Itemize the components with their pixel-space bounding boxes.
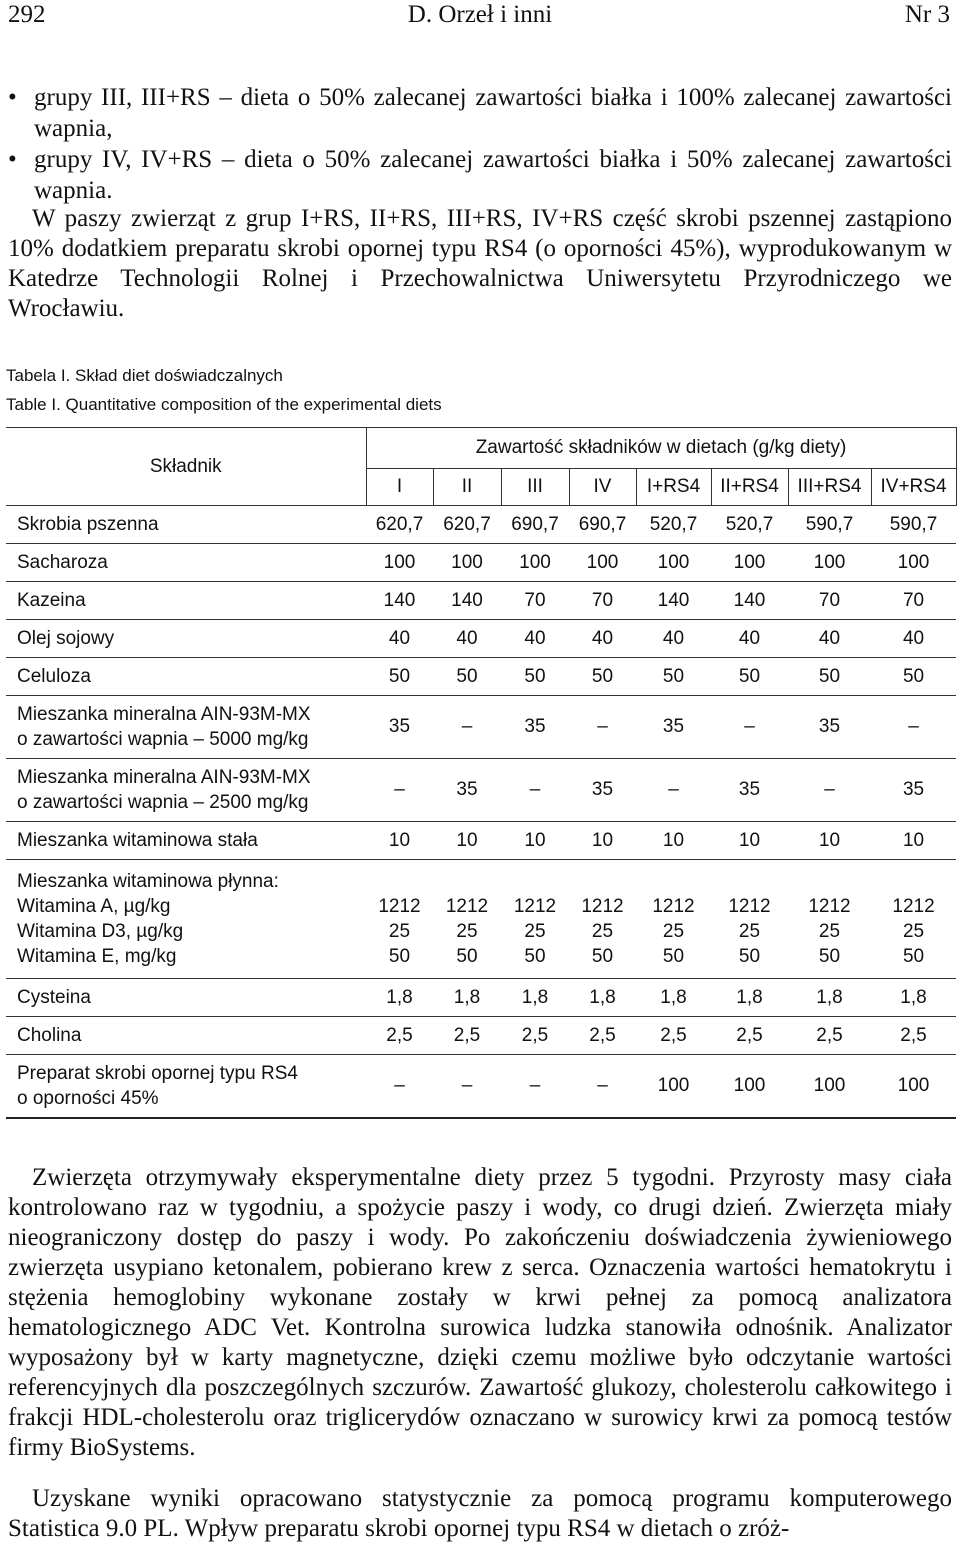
ingredient-name: [6, 759, 366, 822]
ingredient-line: Witamina A, µg/kg: [17, 896, 171, 917]
ingredient-name: [6, 506, 366, 544]
table-cell: [788, 860, 871, 979]
cell-value: 25: [388, 921, 411, 942]
table-cell: [433, 620, 501, 658]
cell-value: 100: [586, 551, 619, 573]
ingredient-line: Cholina: [17, 1024, 82, 1046]
ingredient-line: Witamina E, mg/kg: [17, 946, 177, 967]
cell-value: 70: [524, 589, 546, 611]
table-cell: [871, 620, 956, 658]
ingredient-name: [6, 544, 366, 582]
ingredient-line: Skrobia pszenna: [17, 513, 159, 535]
table-cell: [711, 506, 788, 544]
cell-value: 50: [591, 946, 614, 967]
table-cell: [569, 860, 636, 979]
cell-value: 50: [662, 946, 685, 967]
column-header-ingredient: Składnik: [6, 428, 366, 506]
cell-value: 690,7: [578, 513, 627, 535]
cell-value: 2,5: [816, 1024, 843, 1046]
table-cell: [366, 696, 433, 759]
cell-value: 100: [657, 551, 690, 573]
ingredient-name: [6, 979, 366, 1017]
diet-composition-table: [6, 427, 957, 1119]
table-row: [6, 1055, 956, 1119]
cell-value: 100: [813, 1075, 846, 1096]
table-cell: [501, 620, 569, 658]
table-cell: [788, 979, 871, 1017]
cell-value: 40: [902, 627, 925, 649]
cell-value: 1212: [378, 896, 421, 917]
table-row: [6, 658, 956, 696]
ingredient-line: Witamina D3, µg/kg: [17, 921, 184, 942]
table-cell: [711, 696, 788, 759]
cell-value: 100: [813, 551, 846, 573]
cell-value: 1212: [808, 896, 851, 917]
cell-value: 40: [388, 627, 411, 649]
cell-value: 10: [818, 829, 841, 851]
cell-value: [636, 869, 711, 894]
table-cell: [788, 1055, 871, 1119]
cell-value: 2,5: [736, 1024, 763, 1046]
cell-value: 50: [388, 946, 411, 967]
cell-value: 40: [818, 627, 841, 649]
cell-value: 2,5: [453, 1024, 481, 1046]
column-header: III: [501, 469, 569, 506]
cell-value: 1212: [652, 896, 695, 917]
table-cell: [433, 582, 501, 620]
table-cell: [501, 759, 569, 822]
cell-value: 100: [383, 551, 416, 573]
cell-value: 690,7: [511, 513, 559, 535]
ingredient-line: o oporności 45%: [17, 1088, 159, 1109]
cell-value: 50: [738, 665, 761, 687]
cell-value: –: [597, 716, 608, 737]
table-cell: [711, 979, 788, 1017]
cell-value: 35: [524, 716, 546, 737]
column-header: I+RS4: [636, 469, 711, 506]
table-cell: [569, 506, 636, 544]
cell-value: 1,8: [736, 986, 763, 1008]
table-cell: [569, 822, 636, 860]
ingredient-name: [6, 1055, 366, 1119]
table-cell: [366, 582, 433, 620]
ingredient-line: Mieszanka mineralna AIN-93M-MX: [17, 704, 311, 725]
table-cell: [569, 1055, 636, 1119]
cell-value: 35: [662, 716, 685, 737]
cell-value: 50: [902, 665, 925, 687]
table-cell: [569, 658, 636, 696]
table-cell: [433, 979, 501, 1017]
table-cell: [871, 582, 956, 620]
cell-value: 100: [733, 1075, 766, 1096]
table-cell: [636, 1055, 711, 1119]
cell-value: 35: [388, 716, 411, 737]
cell-value: 100: [733, 551, 766, 573]
cell-value: 2,5: [900, 1024, 927, 1046]
cell-value: 1,8: [660, 986, 687, 1008]
cell-value: 50: [591, 665, 614, 687]
cell-value: 1,8: [521, 986, 549, 1008]
table-cell: [871, 544, 956, 582]
cell-value: 25: [902, 921, 925, 942]
table-cell: [871, 979, 956, 1017]
table-cell: [501, 860, 569, 979]
cell-value: 140: [451, 589, 483, 611]
table-cell: [636, 759, 711, 822]
ingredient-line: Olej sojowy: [17, 627, 115, 649]
list-item: • grupy IV, IV+RS – dieta o 50% zalecanej zawartości białka i 50% zalecanej zawartości wapnia.: [8, 144, 952, 206]
table-cell: [871, 1017, 956, 1055]
table-cell: [569, 759, 636, 822]
column-header: IV: [569, 469, 636, 506]
cell-value: 50: [738, 946, 761, 967]
cell-value: 1,8: [453, 986, 481, 1008]
table-cell: [501, 1017, 569, 1055]
cell-value: 70: [902, 589, 925, 611]
cell-value: 40: [738, 627, 761, 649]
cell-value: 35: [902, 779, 925, 800]
table-cell: [636, 1017, 711, 1055]
running-title: D. Orzeł i inni: [407, 1, 553, 28]
paragraph: Uzyskane wyniki opracowano statystycznie za pomocą programu komputerowego Statistica 9.0 PL. Wpływ preparatu skrobi opornej typu RS4 w dietach o zróż-: [8, 1485, 952, 1542]
cell-value: 50: [902, 946, 925, 967]
table-cell: [366, 620, 433, 658]
cell-value: 1212: [892, 896, 935, 917]
table-cell: [569, 696, 636, 759]
cell-value: 100: [897, 1075, 930, 1096]
table-cell: [366, 822, 433, 860]
table-cell: [569, 1017, 636, 1055]
cell-value: 50: [818, 946, 841, 967]
cell-value: 2,5: [386, 1024, 413, 1046]
table-cell: [501, 979, 569, 1017]
cell-value: 1,8: [589, 986, 616, 1008]
table-cell: [871, 696, 956, 759]
ingredient-name: [6, 860, 366, 979]
running-header: [0, 0, 960, 34]
cell-value: [366, 869, 433, 894]
cell-value: 520,7: [649, 513, 698, 535]
cell-value: 70: [591, 589, 614, 611]
table-cell: [366, 544, 433, 582]
column-header: I: [366, 469, 433, 506]
ingredient-line: Mieszanka witaminowa stała: [17, 829, 258, 851]
table-cell: [788, 822, 871, 860]
table-cell: [433, 658, 501, 696]
cell-value: 50: [524, 665, 546, 687]
table-caption-pl: Tabela I. Skład diet doświadczalnych: [6, 366, 283, 385]
table-row: [6, 544, 956, 582]
table-cell: [636, 582, 711, 620]
cell-value: 1212: [513, 896, 557, 917]
table-cell: [366, 759, 433, 822]
cell-value: 40: [662, 627, 685, 649]
table-cell: [871, 1055, 956, 1119]
ingredient-line: Sacharoza: [17, 551, 108, 573]
cell-value: 25: [524, 921, 546, 942]
table-cell: [788, 544, 871, 582]
ingredient-name: [6, 658, 366, 696]
column-header: II: [433, 469, 501, 506]
cell-value: [711, 869, 788, 894]
cell-value: –: [908, 716, 919, 737]
cell-value: [433, 869, 501, 894]
cell-value: 590,7: [805, 513, 854, 535]
cell-value: 25: [591, 921, 614, 942]
page-number: 292: [8, 1, 46, 28]
cell-value: 10: [738, 829, 761, 851]
cell-value: 35: [591, 779, 614, 800]
column-header: III+RS4: [788, 469, 871, 506]
cell-value: –: [394, 779, 405, 800]
table-cell: [711, 544, 788, 582]
cell-value: 590,7: [889, 513, 938, 535]
table-cell: [711, 1055, 788, 1119]
table-cell: [871, 860, 956, 979]
cell-value: 520,7: [725, 513, 774, 535]
ingredient-line: Celuloza: [17, 665, 91, 687]
cell-value: –: [668, 779, 679, 800]
cell-value: [569, 869, 636, 894]
cell-value: –: [744, 716, 755, 737]
table-cell: [501, 696, 569, 759]
table-cell: [366, 1055, 433, 1119]
issue-number: Nr 3: [904, 1, 950, 28]
cell-value: 70: [818, 589, 841, 611]
cell-value: 50: [662, 665, 685, 687]
table-cell: [433, 1055, 501, 1119]
cell-value: 2,5: [589, 1024, 616, 1046]
table-cell: [569, 620, 636, 658]
cell-value: 100: [897, 551, 930, 573]
cell-value: 10: [591, 829, 614, 851]
cell-value: 1212: [581, 896, 624, 917]
table-cell: [366, 506, 433, 544]
table-cell: [433, 822, 501, 860]
table-cell: [501, 544, 569, 582]
table-row: [6, 822, 956, 860]
table-cell: [366, 658, 433, 696]
table-caption-en: Table I. Quantitative composition of the experimental diets: [6, 395, 442, 414]
cell-value: 50: [456, 665, 478, 687]
cell-value: 2,5: [521, 1024, 549, 1046]
table-cell: [433, 506, 501, 544]
table-cell: [366, 979, 433, 1017]
table-cell: [636, 696, 711, 759]
table-cell: [501, 1055, 569, 1119]
ingredient-line: Preparat skrobi opornej typu RS4: [17, 1063, 298, 1084]
cell-value: 35: [456, 779, 478, 800]
table-row: [6, 506, 956, 544]
ingredient-name: [6, 822, 366, 860]
table-cell: [501, 658, 569, 696]
table-cell: [711, 582, 788, 620]
paragraph: Zwierzęta otrzymywały eksperymentalne diety przez 5 tygodni. Przyrosty masy ciała kontrolowano raz w tygodniu, a spożycie paszy i wody, co drugi dzień. Zwierzęta miały nieograniczony dostęp do paszy i wody. Po zakończeniu doświadczenia żywieniowego zwierzęta usypiano ketonalem, pobierano krew z serca. Oznaczenia wartości hematokrytu i stężenia hemoglobiny wykonane zostały w krwi pełnej za pomocą analizatora hematologicznego ADC Vet. Kontrolna surowica ludzka stanowiła odnośnik. Analizator wyposażony był w karty magnetyczne, dzięki czemu możliwe było odczytanie wartości referencyjnych dla poszczególnych szczurów. Zawartość glukozy, cholesterolu całkowitego i frakcji HDL-cholesterolu oraz triglicerydów oznaczano w surowicy krwi za pomocą testów firmy BioSystems.: [8, 1164, 952, 1461]
cell-value: 100: [451, 551, 483, 573]
table-cell: [711, 860, 788, 979]
ingredient-name: [6, 620, 366, 658]
cell-value: –: [461, 1075, 473, 1096]
table-cell: [569, 582, 636, 620]
table-cell: [366, 860, 433, 979]
table-cell: [636, 620, 711, 658]
cell-value: [788, 869, 871, 894]
list-item: • grupy III, III+RS – dieta o 50% zalecanej zawartości białka i 100% zalecanej zawartości wapnia,: [8, 82, 952, 144]
table-cell: [636, 506, 711, 544]
cell-value: 100: [519, 551, 551, 573]
table-cell: [501, 822, 569, 860]
cell-value: 100: [657, 1075, 690, 1096]
table-cell: [433, 1017, 501, 1055]
ingredient-line: o zawartości wapnia – 5000 mg/kg: [17, 729, 309, 750]
cell-value: 1,8: [386, 986, 413, 1008]
table-row: [6, 582, 956, 620]
table-cell: [501, 582, 569, 620]
cell-value: –: [597, 1075, 608, 1096]
table-cell: [711, 759, 788, 822]
table-cell: [788, 759, 871, 822]
ingredient-line: Mieszanka mineralna AIN-93M-MX: [17, 767, 311, 788]
column-header: IV+RS4: [871, 469, 956, 506]
table-cell: [788, 1017, 871, 1055]
table-cell: [636, 860, 711, 979]
cell-value: 620,7: [443, 513, 491, 535]
cell-value: 50: [818, 665, 841, 687]
table-row: [6, 1017, 956, 1055]
table-cell: [433, 696, 501, 759]
cell-value: 40: [456, 627, 478, 649]
ingredient-line: o zawartości wapnia – 2500 mg/kg: [17, 792, 309, 813]
table-row: [6, 759, 956, 822]
cell-value: –: [529, 1075, 541, 1096]
cell-value: 140: [383, 589, 416, 611]
cell-value: 50: [456, 946, 478, 967]
table-cell: [501, 506, 569, 544]
cell-value: 1,8: [816, 986, 843, 1008]
table-cell: [636, 979, 711, 1017]
cell-value: 10: [388, 829, 411, 851]
table-row: [6, 860, 956, 979]
table-row: [6, 696, 956, 759]
cell-value: 10: [456, 829, 478, 851]
column-header: II+RS4: [711, 469, 788, 506]
table-cell: [636, 544, 711, 582]
ingredient-name: [6, 696, 366, 759]
cell-value: 35: [738, 779, 761, 800]
cell-value: 140: [733, 589, 766, 611]
table-cell: [569, 544, 636, 582]
table-cell: [788, 620, 871, 658]
cell-value: [501, 869, 569, 894]
table-cell: [433, 759, 501, 822]
table-cell: [871, 822, 956, 860]
cell-value: 140: [657, 589, 690, 611]
table-cell: [711, 620, 788, 658]
table-cell: [788, 506, 871, 544]
cell-value: 25: [818, 921, 841, 942]
table-cell: [636, 822, 711, 860]
cell-value: –: [394, 1075, 405, 1096]
table-cell: [569, 979, 636, 1017]
table-cell: [871, 759, 956, 822]
cell-value: 40: [524, 627, 546, 649]
cell-value: –: [461, 716, 473, 737]
table-cell: [433, 860, 501, 979]
cell-value: 1212: [728, 896, 771, 917]
cell-value: 25: [456, 921, 478, 942]
ingredient-name: [6, 582, 366, 620]
cell-value: 2,5: [660, 1024, 687, 1046]
cell-value: [871, 869, 956, 894]
group-list: [8, 82, 952, 206]
cell-value: 1212: [445, 896, 489, 917]
table-cell: [871, 506, 956, 544]
table-row: [6, 620, 956, 658]
ingredient-name: [6, 1017, 366, 1055]
section-header: Zawartość składników w dietach (g/kg diety): [366, 428, 956, 469]
ingredient-line: Cysteina: [17, 986, 91, 1008]
table-cell: [636, 658, 711, 696]
cell-value: 10: [902, 829, 925, 851]
cell-value: 25: [662, 921, 685, 942]
cell-value: 25: [738, 921, 761, 942]
ingredient-line: Mieszanka witaminowa płynna:: [17, 871, 279, 892]
cell-value: 40: [591, 627, 614, 649]
cell-value: 50: [388, 665, 411, 687]
cell-value: 620,7: [375, 513, 424, 535]
table-cell: [871, 658, 956, 696]
table-cell: [433, 544, 501, 582]
cell-value: 10: [662, 829, 685, 851]
cell-value: –: [529, 779, 541, 800]
table-cell: [711, 822, 788, 860]
cell-value: 1,8: [900, 986, 927, 1008]
cell-value: –: [824, 779, 835, 800]
ingredient-line: Kazeina: [17, 589, 86, 611]
table-row: [6, 979, 956, 1017]
table-cell: [788, 696, 871, 759]
table-cell: [788, 582, 871, 620]
table-cell: [711, 1017, 788, 1055]
table-cell: [788, 658, 871, 696]
paragraph: W paszy zwierząt z grup I+RS, II+RS, III+RS, IV+RS część skrobi pszennej zastąpiono 10% dodatkiem preparatu skrobi opornej typu RS4 (o oporności 45%), wyprodukowanym w Katedrze Technologii Rolnej i Przechowalnictwa Uniwersytetu Przyrodniczego we Wrocławiu.: [8, 205, 952, 322]
cell-value: 35: [818, 716, 841, 737]
cell-value: 10: [524, 829, 546, 851]
cell-value: 50: [524, 946, 546, 967]
table-cell: [366, 1017, 433, 1055]
table-cell: [711, 658, 788, 696]
